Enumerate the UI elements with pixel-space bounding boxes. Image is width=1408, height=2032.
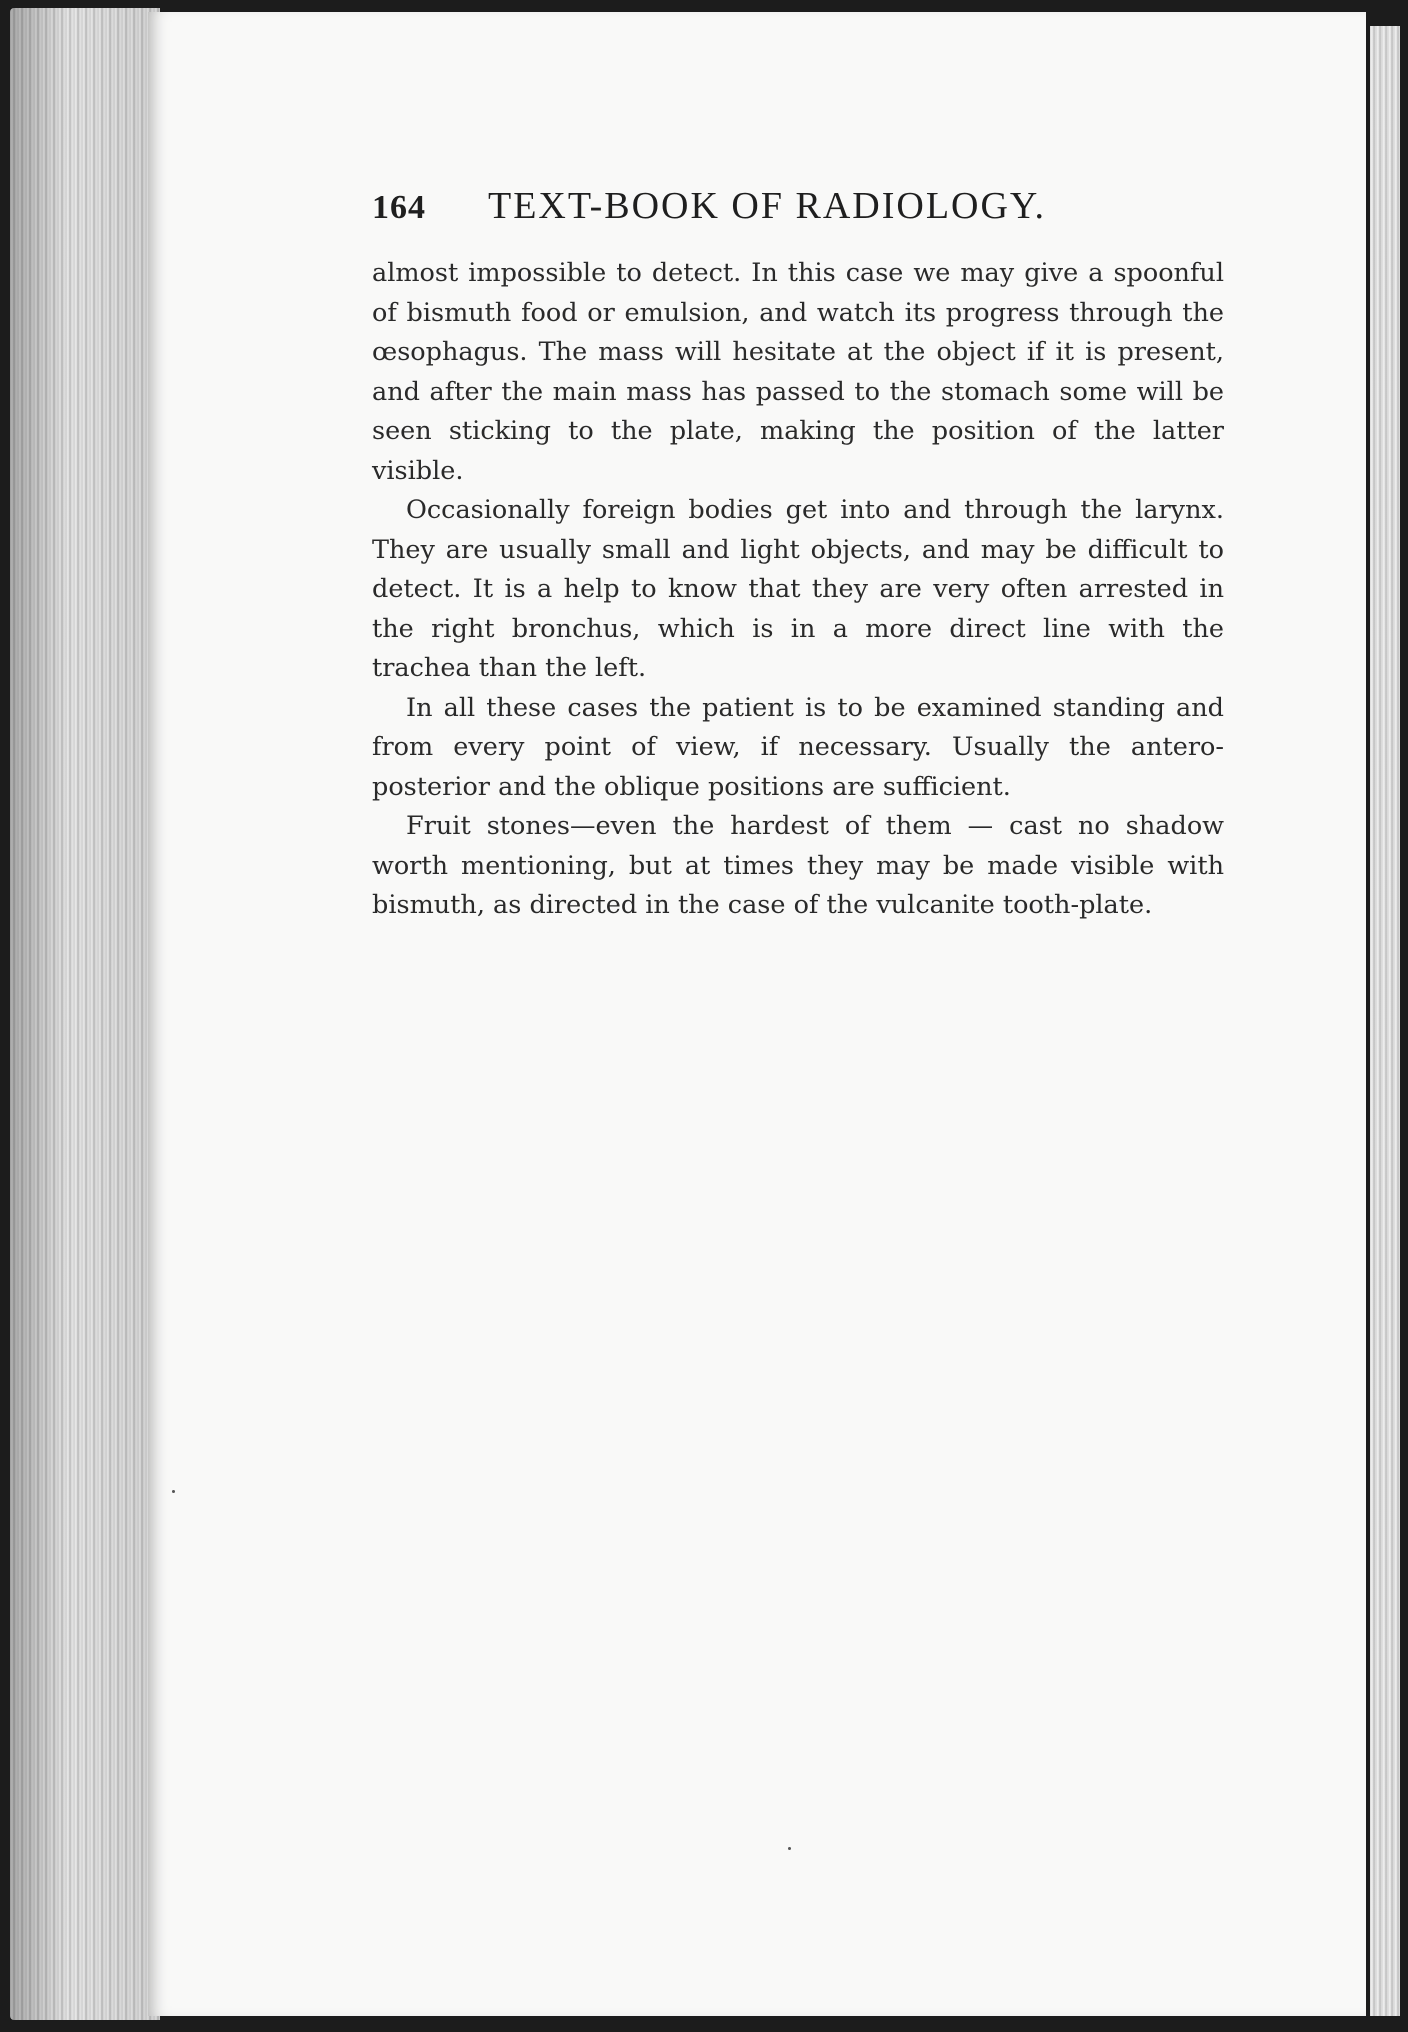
right-page-edges bbox=[1370, 26, 1400, 2016]
paper-speck bbox=[788, 1847, 791, 1850]
paper-speck bbox=[172, 1490, 175, 1493]
running-head bbox=[372, 184, 1224, 248]
paragraph-larynx: Occasionally foreign bodies get into and through the larynx. They are usually small and light objects, and may be difficult to detect. It is a help to know that they are very often arrested in the right bronchus, which is in a more direct line with the trachea than the left. bbox=[372, 495, 1224, 683]
paragraph-continued: almost impossible to detect. In this case we may give a spoonful of bismuth food or emulsion, and watch its progress through the œsophagus. The mass will hesitate at the object if it is present, and after the main mass has passed to the stomach some will be seen sticking to the plate, making the position of the latter visible. bbox=[372, 258, 1224, 486]
page-number: 164 bbox=[372, 189, 426, 226]
left-page-edges-shadow bbox=[10, 8, 160, 2020]
text-block bbox=[372, 184, 1224, 926]
running-title: TEXT-BOOK OF RADIOLOGY. bbox=[488, 185, 1046, 227]
paragraph-examination: In all these cases the patient is to be examined standing and from every point of view, if necessary. Usually the antero-posterior and the oblique positions are sufficient. bbox=[372, 692, 1224, 802]
paragraph-fruit-stones: Fruit stones—even the hardest of them — cast no shadow worth mentioning, but at times they may be made visible with bismuth, as directed in the case of the vulcanite tooth-plate. bbox=[372, 811, 1224, 920]
